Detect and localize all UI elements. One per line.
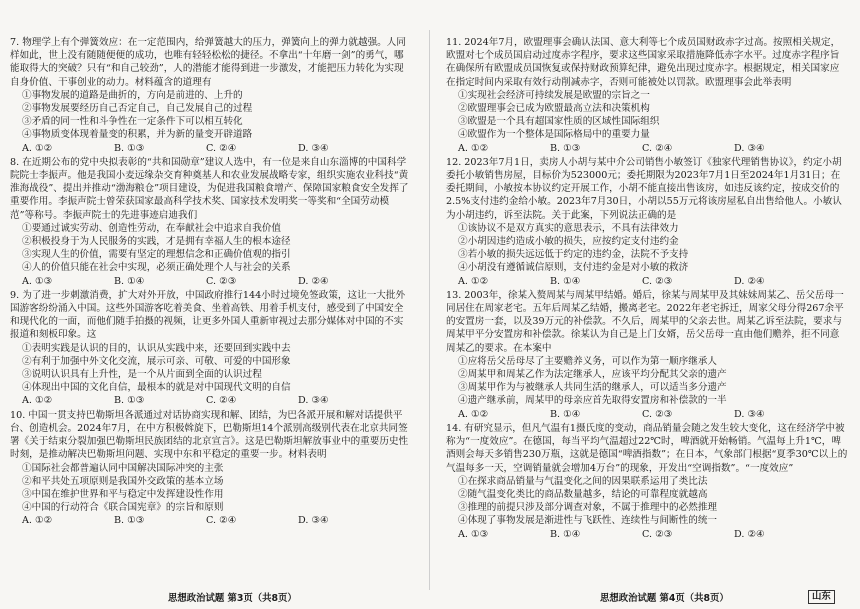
- option: ④事物质变体现着量变的积累，并为新的量变开辟道路: [22, 129, 253, 141]
- choice-d: D. ③④: [298, 395, 329, 407]
- option: ③推理的前提只涉及部分调查对象，不属于推理中的必然推理: [458, 502, 718, 514]
- option: ④小胡没有遵循诚信原则，支付违约金是对小敏的救济: [458, 262, 689, 274]
- choice-c: C. ②④: [206, 395, 237, 407]
- answer-choices: [446, 408, 848, 421]
- answer-choices: [10, 394, 410, 407]
- choice-a: A. ①②: [458, 275, 489, 287]
- answer-choices: [446, 142, 848, 155]
- page-footer-right: 思想政治试题 第4页（共8页）: [600, 593, 729, 604]
- option: ①在探求商品销量与气温变化之间的因果联系运用了类比法: [458, 475, 708, 487]
- option: ④中国的行动符合《联合国宪章》的宗旨和原则: [22, 502, 224, 514]
- choice-a: A. ①②: [22, 395, 53, 407]
- choice-c: C. ②③: [642, 528, 673, 540]
- option: ①事物发展的道路是曲折的，方向是前进的、上升的: [22, 89, 243, 101]
- choice-d: D. ③④: [734, 142, 765, 154]
- question-12: [446, 156, 848, 288]
- choice-d: D. ③④: [298, 515, 329, 527]
- choice-b: B. ①④: [550, 408, 581, 420]
- question-9: [10, 289, 410, 408]
- option: ①表明实践是认识的目的，认识从实践中来，还要回到实践中去: [22, 342, 291, 354]
- right-column: [446, 36, 848, 542]
- answer-choices: [446, 275, 848, 288]
- left-column: [10, 36, 410, 529]
- choice-c: C. ②④: [206, 142, 237, 154]
- choice-d: D. ②④: [734, 275, 765, 287]
- option: ②和平共处五项原则是我国外交政策的基本立场: [22, 475, 224, 487]
- option: ②有利于加强中外文化交流，展示可亲、可敬、可爱的中国形象: [22, 355, 291, 367]
- option: ①国际社会都普遍认同中国解决国际冲突的主张: [22, 462, 224, 474]
- option: ①该协议不是双方真实的意思表示，不具有法律效力: [458, 222, 679, 234]
- option: ②事物发展要经历自己否定自己，自己发展自己的过程: [22, 103, 253, 115]
- choice-b: B. ①④: [114, 275, 145, 287]
- question-stem: 12. 2023年7月1日，卖房人小胡与某中介公司销售小敏签订《独家代理销售协议》，约定小胡委托小敏销售房屋，目标价为523000元；委托期限为2023年7月1日至2024年1月31日；在委托期间，小敏按本协议约定开展工作，小胡不能直接出售该房，如违反该约定，按成交价的2.5%支付违约金给小敏。2023年7月30日，小胡以55万元将该房屋私自出售给他人。小敏认为小胡违约，诉至法院。关于此案，下列说法正确的是: [446, 156, 842, 221]
- choice-b: B. ①③: [114, 395, 145, 407]
- answer-choices: [446, 528, 848, 541]
- question-stem: 14. 有研究显示，但凡气温有1摄氏度的变动，商品销量会随之发生较大变化，这在经济学中被称为“一度效应”。在德国，每当平均气温超过22℃时，啤酒就开始畅销。气温每上升1℃，啤酒则会每天多销售230万瓶，这就是德国“啤酒指数”；在日本，气象部门根据“夏季30℃以上的气温每多一天，空调销量就会增加4万台”的现象，开发出“空调指数”。“一度效应”: [446, 422, 848, 474]
- question-stem: 10. 中国一贯支持巴勒斯坦各派通过对话协商实现和解、团结，为巴各派开展和解对话提供平台、创造机会。2024年7月，在中方积极斡旋下，巴勒斯坦14个派别高级别代表在北京共同签署《关于结束分裂加强巴勒斯坦民族团结的北京宣言》。这是巴勒斯坦解放事业中的重要历史性时刻，是推动解决巴勒斯坦问题、实现中东和平稳定的重要一步。材料表明: [10, 409, 409, 461]
- choice-b: B. ①③: [550, 142, 581, 154]
- question-stem: 11. 2024年7月，欧盟理事会确认法国、意大利等七个成员国财政赤字过高。按照相关规定，欧盟对七个成员国启动过度赤字程序，要求这些国家采取措施降低赤字水平。过度赤字程序旨在确保所有欧盟成员国恢复或保持财政预算纪律，避免出现过度赤字。根据规定，相关国家应在指定时间内采取有效行动削减赤字，否则可能被处以罚款。欧盟理事会此举表明: [446, 37, 841, 88]
- choice-b: B. ①④: [550, 275, 581, 287]
- choice-d: D. ②④: [298, 275, 329, 287]
- option: ③欧盟是一个具有超国家性质的区域性国际组织: [458, 116, 660, 128]
- option: ④欧盟作为一个整体是国际格局中的重要力量: [458, 129, 650, 141]
- question-10: [10, 409, 410, 528]
- answer-choices: [10, 275, 410, 288]
- question-stem: 8. 在近期公布的党中央拟表彰的“共和国勋章”建议人选中，有一位是来自山东淄博的中国科学院院士李振声。他是我国小麦远缘杂交育种奠基人和农业发展战略专家，组织实施农业科技“黄淮海战役”、提出并推动“渤海粮仓”项目建设，为促进我国粮食增产、保障国家粮食安全发挥了重要作用。李振声院士曾荣获国家最高科学技术奖、国家技术发明奖一等奖和“全国劳动模范”等称号。李振声院士的先进事迹启迪我们: [10, 156, 409, 221]
- option: ③若小敏的损失远远低于约定的违约金，法院不予支持: [458, 249, 689, 261]
- answer-choices: [10, 142, 410, 155]
- option: ①要通过诚实劳动、创造性劳动，在奉献社会中追求自我价值: [22, 222, 282, 234]
- option: ③中国在维护世界和平与稳定中发挥建设性作用: [22, 488, 224, 500]
- choice-b: B. ①④: [550, 528, 581, 540]
- answer-choices: [10, 514, 410, 527]
- region-badge: 山东: [808, 590, 835, 604]
- choice-a: A. ①②: [458, 408, 489, 420]
- option: ④人的价值只能在社会中实现，必须正确处理个人与社会的关系: [22, 262, 291, 274]
- option: ③周某甲作为与被继承人共同生活的继承人，可以适当多分遗产: [458, 382, 727, 394]
- choice-c: C. ②④: [642, 142, 673, 154]
- option: ④体现了事物发展是渐进性与飞跃性、连续性与间断性的统一: [458, 515, 718, 527]
- choice-d: D. ③④: [734, 408, 765, 420]
- choice-c: C. ②③: [206, 275, 237, 287]
- column-divider: [429, 30, 430, 590]
- choice-c: C. ②④: [206, 515, 237, 527]
- option: ①应将岳父岳母尽了主要赡养义务，可以作为第一顺序继承人: [458, 355, 718, 367]
- question-8: [10, 156, 410, 288]
- option: ②小胡因违约造成小敏的损失，应按约定支付违约金: [458, 236, 679, 248]
- option: ④遗产继承前，周某甲的母亲应首先取得安置房和补偿款的一半: [458, 395, 727, 407]
- option: ①实现社会经济可持续发展是欧盟的宗旨之一: [458, 89, 650, 101]
- choice-d: D. ②④: [734, 528, 765, 540]
- option: ③说明认识具有上升性，是一个从片面到全面的认识过程: [22, 369, 262, 381]
- choice-a: A. ①②: [22, 515, 53, 527]
- question-stem: 7. 物理学上有个弹簧效应：在一定范围内，给弹簧越大的压力，弹簧向上的弹力就越强。人同样如此，世上没有随随便便的成功，也唯有轻轻松松的捷径。不拿出“十年磨一剑”的勇气，哪能取得大的突破？只有“和自己较劲”，人的潜能才能得到进一步激发，才能把压力转化为实现自身价值、干事创业的动力。材料蕴含的道理有: [10, 37, 406, 88]
- question-stem: 13. 2003年，徐某入赘周某与周某甲结婚。婚后，徐某与周某甲及其妹妹周某乙、岳父岳母一同居住在周家老宅。五年后周某乙结婚，搬离老宅。2022年老宅拆迁，周家父母分得267余平的安置房一套，以及39万元的补偿款。不久后，周某甲的父亲去世。周某乙诉至法院，要求与周某甲平分安置房和补偿款。徐某认为自己是上门女婿，岳父岳母一直由他们赡养，拒不同意周某乙的要求。在本案中: [446, 289, 844, 354]
- option: ②欧盟理事会已成为欧盟最高立法和决策机构: [458, 103, 650, 115]
- option: ④体现出中国的文化自信，最根本的就是对中国现代文明的自信: [22, 382, 291, 394]
- choice-a: A. ①③: [22, 275, 53, 287]
- choice-c: C. ②③: [642, 275, 673, 287]
- choice-b: B. ①③: [114, 142, 145, 154]
- choice-b: B. ①③: [114, 515, 145, 527]
- option: ③矛盾的同一性和斗争性在一定条件下可以相互转化: [22, 116, 243, 128]
- choice-a: A. ①②: [22, 142, 53, 154]
- choice-a: A. ①③: [458, 528, 489, 540]
- option: ②积极投身于为人民服务的实践，才是拥有幸福人生的根本途径: [22, 236, 291, 248]
- option: ②周某甲和周某乙作为法定继承人，应该平均分配其父亲的遗产: [458, 369, 727, 381]
- question-11: [446, 36, 848, 155]
- choice-a: A. ①②: [458, 142, 489, 154]
- question-7: [10, 36, 410, 155]
- page-footer-left: 思想政治试题 第3页（共8页）: [168, 593, 297, 604]
- question-14: [446, 422, 848, 541]
- choice-d: D. ③④: [298, 142, 329, 154]
- choice-c: C. ②③: [642, 408, 673, 420]
- question-13: [446, 289, 848, 421]
- option: ②随气温变化类比的商品数量越多，结论的可靠程度就越高: [458, 488, 708, 500]
- question-stem: 9. 为了进一步刺激消费，扩大对外开放，中国政府推行144小时过境免签政策，这让一大批外国游客纷纷涌入中国。这些外国游客吃着美食、坐着高铁、用着手机支付，感受到了中国安全和现代化的一面，而他们随手拍摄的视频，让更多外国人重新审视过去那分媒体对中国的不实报道和刻板印象。这: [10, 289, 406, 341]
- option: ③实现人生的价值，需要有坚定的理想信念和正确价值观的指引: [22, 249, 291, 261]
